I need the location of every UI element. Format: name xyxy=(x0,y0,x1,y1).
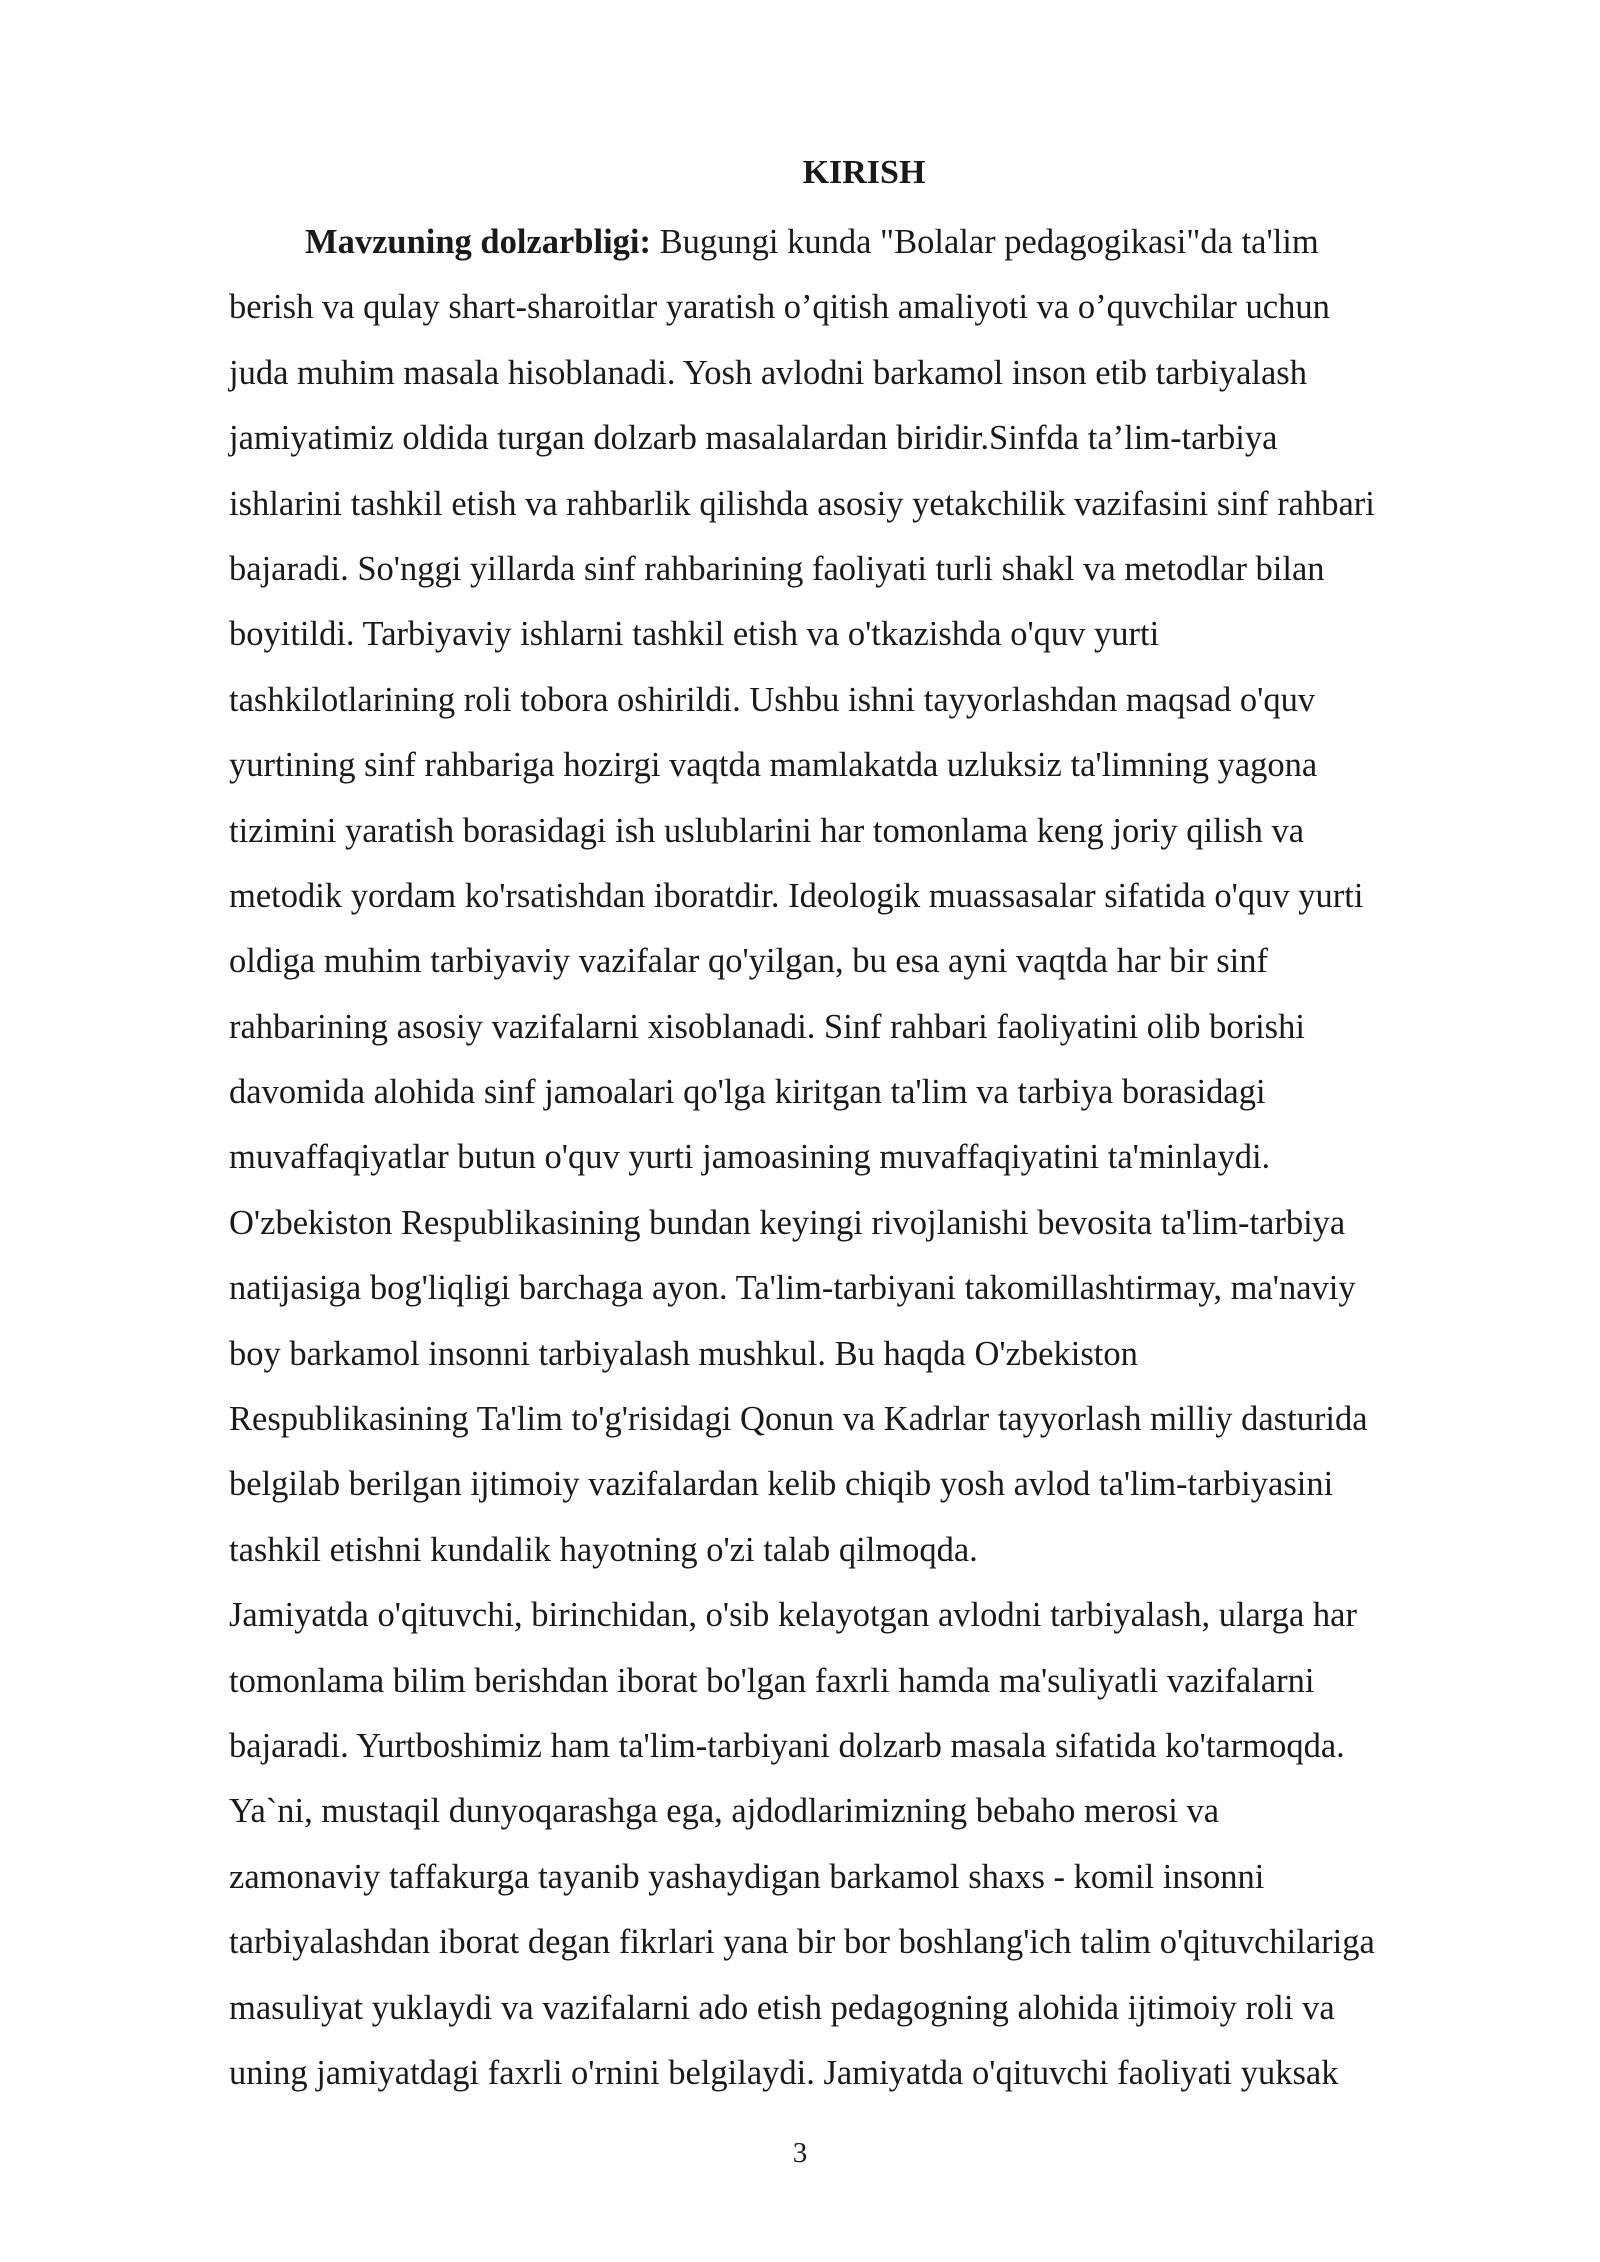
text-lines xyxy=(229,275,1519,2106)
lead-label: Mavzuning dolzarbligi: xyxy=(305,223,651,261)
text-line: Jamiyatda o'qituvchi, birinchidan, o'sib kelayotgan avlodni tarbiyalash, ularga har xyxy=(229,1596,1357,1635)
text-line: tarbiyalashdan iborat degan fikrlari yana bir bor boshlang'ich talim o'qituvchilariga xyxy=(229,1923,1375,1962)
text-line: juda muhim masala hisoblanadi. Yosh avlodni barkamol inson etib tarbiyalash xyxy=(229,353,1307,392)
text-line: ishlarini tashkil etish va rahbarlik qilishda asosiy yetakchilik vazifasini sinf rahbari xyxy=(229,484,1375,523)
text-line: yurtining sinf rahbariga hozirgi vaqtda mamlakatda uzluksiz ta'limning yagona xyxy=(229,746,1318,785)
text-line: muvaffaqiyatlar butun o'quv yurti jamoasining muvaffaqiyatini ta'minlaydi. xyxy=(229,1138,1271,1177)
text-line: oldiga muhim tarbiyaviy vazifalar qo'yilgan, bu esa ayni vaqtda har bir sinf xyxy=(229,942,1268,981)
text-line: uning jamiyatdagi faxrli o'rnini belgilaydi. Jamiyatda o'qituvchi faoliyati yuksak xyxy=(229,2053,1339,2092)
text-line: Ya`ni, mustaqil dunyoqarashga ega, ajdodlarimizning bebaho merosi va xyxy=(229,1792,1220,1831)
body-text xyxy=(229,210,1519,2106)
section-heading: KIRISH xyxy=(802,154,926,191)
text-line: metodik yordam ko'rsatishdan iboratdir. Ideologik muassasalar sifatida o'quv yurti xyxy=(229,876,1364,915)
text-line: jamiyatimiz oldida turgan dolzarb masalalardan biridir.Sinfda ta’lim-tarbiya xyxy=(229,419,1278,458)
text-line: belgilab berilgan ijtimoiy vazifalardan kelib chiqib yosh avlod ta'lim-tarbiyasini xyxy=(229,1465,1334,1504)
paragraph-first-line xyxy=(229,210,1519,275)
text-line: tashkil etishni kundalik hayotning o'zi talab qilmoqda. xyxy=(229,1530,978,1569)
text-line: natijasiga bog'liqligi barchaga ayon. Ta'lim-tarbiyani takomillashtirmay, ma'naviy xyxy=(229,1269,1356,1308)
text-line: tizimini yaratish borasidagi ish uslublarini har tomonlama keng joriy qilish va xyxy=(229,811,1305,850)
text-line: boyitildi. Tarbiyaviy ishlarni tashkil etish va o'tkazishda o'quv yurti xyxy=(229,615,1160,654)
text-line: rahbarining asosiy vazifalarni xisoblanadi. Sinf rahbari faoliyatini olib borishi xyxy=(229,1007,1305,1046)
text-line: Respublikasining Ta'lim to'g'risidagi Qonun va Kadrlar tayyorlash milliy dasturida xyxy=(229,1400,1368,1439)
first-line-text: Bugungi kunda "Bolalar pedagogikasi"da ta'lim xyxy=(650,223,1319,261)
text-line: tomonlama bilim berishdan iborat bo'lgan faxrli hamda ma'suliyatli vazifalarni xyxy=(229,1661,1315,1700)
text-line: berish va qulay shart-sharoitlar yaratish o’qitish amaliyoti va o’quvchilar uchun xyxy=(229,288,1330,327)
text-line: zamonaviy taffakurga tayanib yashaydigan barkamol shaxs - komil insonni xyxy=(229,1857,1265,1896)
text-line: bajaradi. Yurtboshimiz ham ta'lim-tarbiyani dolzarb masala sifatida ko'tarmoqda. xyxy=(229,1726,1345,1765)
text-line: davomida alohida sinf jamoalari qo'lga kiritgan ta'lim va tarbiya borasidagi xyxy=(229,1073,1266,1112)
text-line: boy barkamol insonni tarbiyalash mushkul. Bu haqda O'zbekiston xyxy=(229,1334,1138,1373)
page-number: 3 xyxy=(792,2137,808,2169)
text-line: O'zbekiston Respublikasining bundan keyingi rivojlanishi bevosita ta'lim-tarbiya xyxy=(229,1203,1346,1242)
text-line: bajaradi. So'nggi yillarda sinf rahbarining faoliyati turli shakl va metodlar bilan xyxy=(229,549,1325,588)
text-line: masuliyat yuklaydi va vazifalarni ado etish pedagogning alohida ijtimoiy roli va xyxy=(229,1988,1335,2027)
text-line: tashkilotlarining roli tobora oshirildi. Ushbu ishni tayyorlashdan maqsad o'quv xyxy=(229,680,1316,719)
